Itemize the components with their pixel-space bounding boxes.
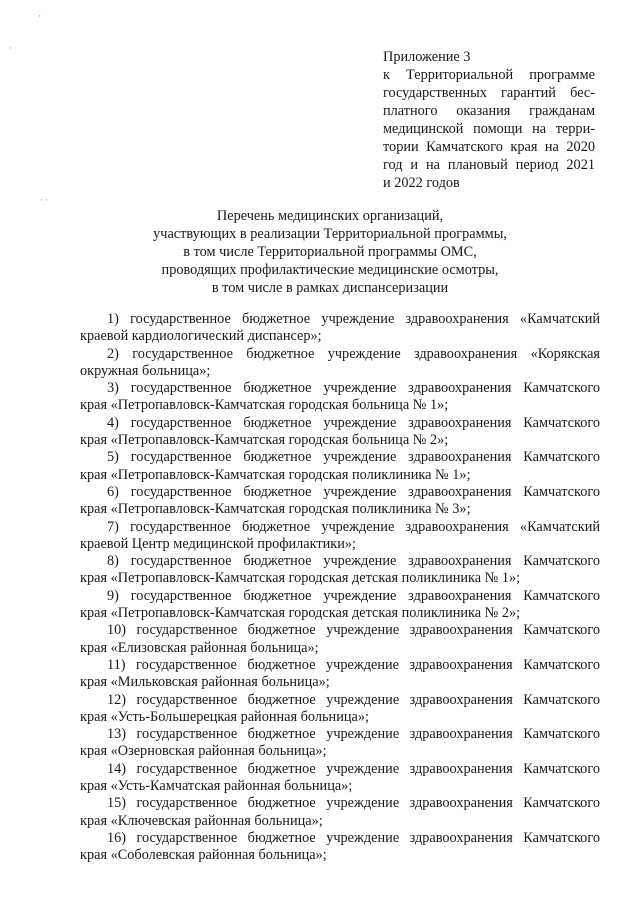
appendix-header [383,48,595,192]
list-item-second-line: краевой кардиологический диспансер»; [80,328,322,345]
list-item-first-line: 6) государственное бюджетное учреждение здравоохранения Камчатского [107,483,600,500]
appendix-line: Приложение 3 [383,49,471,65]
appendix-line: медицинской помощи на терри- [383,121,595,137]
appendix-line: к Территориальной программе [383,67,595,83]
list-item [80,795,600,830]
list-item [80,553,600,588]
list-item-second-line: края «Петропавловск-Камчатская городская поликлиника № 3»; [80,501,471,518]
list-item [80,657,600,692]
list-item-second-line: краевой Центр медицинской профилактики»; [80,535,357,552]
list-item [80,415,600,450]
list-item-first-line: 1) государственное бюджетное учреждение здравоохранения «Камчатский [107,311,600,327]
list-item [80,761,600,796]
list-item-second-line: края «Усть-Большерецкая районная больница»; [80,708,369,725]
list-item-first-line: 4) государственное бюджетное учреждение здравоохранения Камчатского [107,414,600,431]
list-item-second-line: края «Мильковская районная больница»; [80,674,330,691]
list-item [80,346,600,381]
document-title [100,207,560,297]
appendix-line: год и на плановый период 2021 [383,157,595,173]
list-item-second-line: края «Петропавловск-Камчатская городская больница № 2»; [80,432,449,449]
list-item-first-line: 7) государственное бюджетное учреждение здравоохранения «Камчатский [107,518,600,535]
list-item-second-line: края «Петропавловск-Камчатская городская поликлиника № 1»; [80,466,471,483]
list-item [80,726,600,761]
list-item [80,588,600,623]
list-item-second-line: края «Петропавловск-Камчатская городская больница № 1»; [80,397,449,414]
list-item-second-line: края «Петропавловск-Камчатская городская детская поликлиника № 2»; [80,605,521,622]
list-item-first-line: 5) государственное бюджетное учреждение здравоохранения Камчатского [107,449,600,466]
list-item [80,484,600,519]
list-item-first-line: 16) государственное бюджетное учреждение здравоохранения Камчатского [107,829,600,846]
title-line: участвующих в реализации Территориальной программы, [153,226,507,242]
list-item-second-line: окружная больница»; [80,362,211,379]
scan-mark-top: · [38,11,41,21]
title-line: в том числе Территориальной программы ОМС, [183,244,477,260]
title-line: проводящих профилактические медицинские осмотры, [161,262,499,278]
appendix-line: платного оказания гражданам [383,103,595,119]
list-item-first-line: 14) государственное бюджетное учреждение здравоохранения Камчатского [107,760,600,777]
list-item-first-line: 15) государственное бюджетное учреждение здравоохранения Камчатского [107,795,600,812]
list-item-first-line: 10) государственное бюджетное учреждение здравоохранения Камчатского [107,622,600,639]
list-item [80,449,600,484]
title-line: в том числе в рамках диспансеризации [211,280,449,296]
list-item-second-line: края «Петропавловск-Камчатская городская детская поликлиника № 1»; [80,570,521,587]
list-item-second-line: края «Соболевская районная больница»; [80,847,327,864]
appendix-line: и 2022 годов [383,175,460,191]
scan-mark-left: · [9,43,12,53]
list-item-first-line: 8) государственное бюджетное учреждение здравоохранения Камчатского [107,553,600,570]
list-item [80,830,600,865]
title-line: Перечень медицинских организаций, [216,208,444,224]
list-item-second-line: края «Усть-Камчатская районная больница»; [80,778,353,795]
appendix-line: государственных гарантий бес- [383,85,595,101]
list-item-first-line: 3) государственное бюджетное учреждение здравоохранения Камчатского [107,380,600,397]
organization-list [80,311,600,865]
scan-mark-middle: · · [40,195,49,205]
list-item-first-line: 9) государственное бюджетное учреждение здравоохранения Камчатского [107,587,600,604]
list-item [80,622,600,657]
list-item-first-line: 2) государственное бюджетное учреждение здравоохранения «Корякская [107,345,600,362]
list-item-second-line: края «Елизовская районная больница»; [80,639,319,656]
list-item-second-line: края «Озерновская районная больница»; [80,743,327,760]
appendix-line: тории Камчатского края на 2020 [383,139,595,155]
list-item [80,311,600,346]
list-item [80,380,600,415]
list-item-first-line: 13) государственное бюджетное учреждение здравоохранения Камчатского [107,726,600,743]
list-item [80,519,600,554]
list-item-second-line: края «Ключевская районная больница»; [80,812,323,829]
list-item-first-line: 11) государственное бюджетное учреждение здравоохранения Камчатского [107,656,600,673]
list-item [80,692,600,727]
list-item-first-line: 12) государственное бюджетное учреждение здравоохранения Камчатского [107,691,600,708]
